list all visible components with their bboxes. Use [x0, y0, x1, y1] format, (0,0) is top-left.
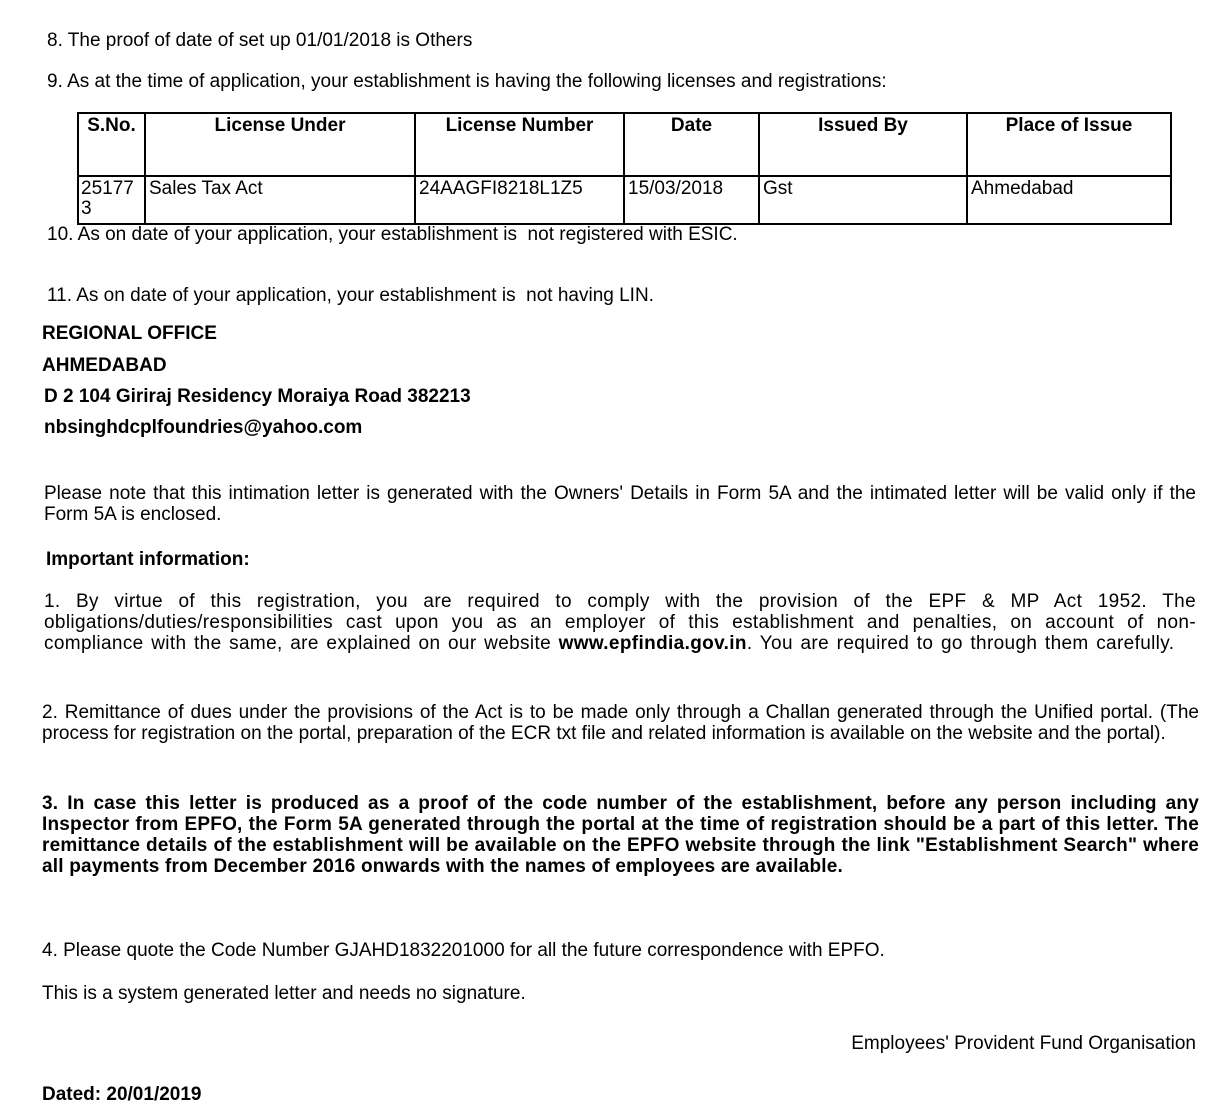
cell-place-of-issue: Ahmedabad — [967, 176, 1171, 224]
office-email: nbsinghdcplfoundries@yahoo.com — [44, 417, 363, 438]
office-city: AHMEDABAD — [42, 355, 167, 376]
cell-license-under: Sales Tax Act — [145, 176, 415, 224]
cell-date: 15/03/2018 — [624, 176, 759, 224]
col-header-issued-by: Issued By — [759, 113, 967, 176]
item-11: 11. As on date of your application, your establishment is not having LIN. — [47, 285, 654, 306]
office-address: D 2 104 Giriraj Residency Moraiya Road 382213 — [44, 386, 471, 407]
office-name: REGIONAL OFFICE — [42, 323, 217, 344]
cell-sno: 251773 — [78, 176, 145, 224]
info-item-1-text: 1. By virtue of this registration, you are required to comply with the provision of the EPF & MP Act 1952. The obligations/duties/responsibilities cast upon you as an employer of this establishment and penalties, on account of non-compliance with the same, are explained on our website — [44, 591, 1196, 654]
col-header-place-of-issue: Place of Issue — [967, 113, 1171, 176]
epfo-website-link: www.epfindia.gov.in — [558, 633, 747, 654]
info-item-2: 2. Remittance of dues under the provisions of the Act is to be made only through a Challan generated through the Unified portal. (The process for registration on the portal, preparation of the ECR txt file and related information is available on the website and the portal). — [42, 702, 1199, 744]
dated: Dated: 20/01/2019 — [42, 1084, 202, 1105]
table-row — [78, 176, 1171, 224]
info-item-3: 3. In case this letter is produced as a proof of the code number of the establishment, before any person including any Inspector from EPFO, the Form 5A generated through the portal at the time of registration should be a part of this letter. The remittance details of the establishment will be available on the EPFO website through the link "Establishment Search" where all payments from December 2016 onwards with the names of employees are available. — [42, 793, 1199, 877]
info-item-4: 4. Please quote the Code Number GJAHD1832201000 for all the future correspondence with EPFO. — [42, 940, 885, 961]
col-header-sno: S.No. — [78, 113, 145, 176]
col-header-license-under: License Under — [145, 113, 415, 176]
info-item-1-text-end: . You are required to go through them carefully. — [746, 633, 1175, 654]
licenses-table — [77, 112, 1172, 225]
col-header-date: Date — [624, 113, 759, 176]
info-item-1 — [44, 591, 1196, 654]
cell-issued-by: Gst — [759, 176, 967, 224]
cell-license-number: 24AAGFI8218L1Z5 — [415, 176, 624, 224]
system-generated-note: This is a system generated letter and needs no signature. — [42, 983, 526, 1004]
item-8: 8. The proof of date of set up 01/01/2018 is Others — [47, 30, 473, 51]
col-header-license-number: License Number — [415, 113, 624, 176]
signatory: Employees' Provident Fund Organisation — [851, 1033, 1196, 1054]
form-5a-note: Please note that this intimation letter is generated with the Owners' Details in Form 5A and the intimated letter will be valid only if the Form 5A is enclosed. — [44, 483, 1196, 525]
item-10: 10. As on date of your application, your establishment is not registered with ESIC. — [47, 224, 738, 245]
table-header-row — [78, 113, 1171, 176]
important-heading: Important information: — [46, 549, 250, 570]
item-9: 9. As at the time of application, your establishment is having the following licenses and registrations: — [47, 71, 887, 92]
